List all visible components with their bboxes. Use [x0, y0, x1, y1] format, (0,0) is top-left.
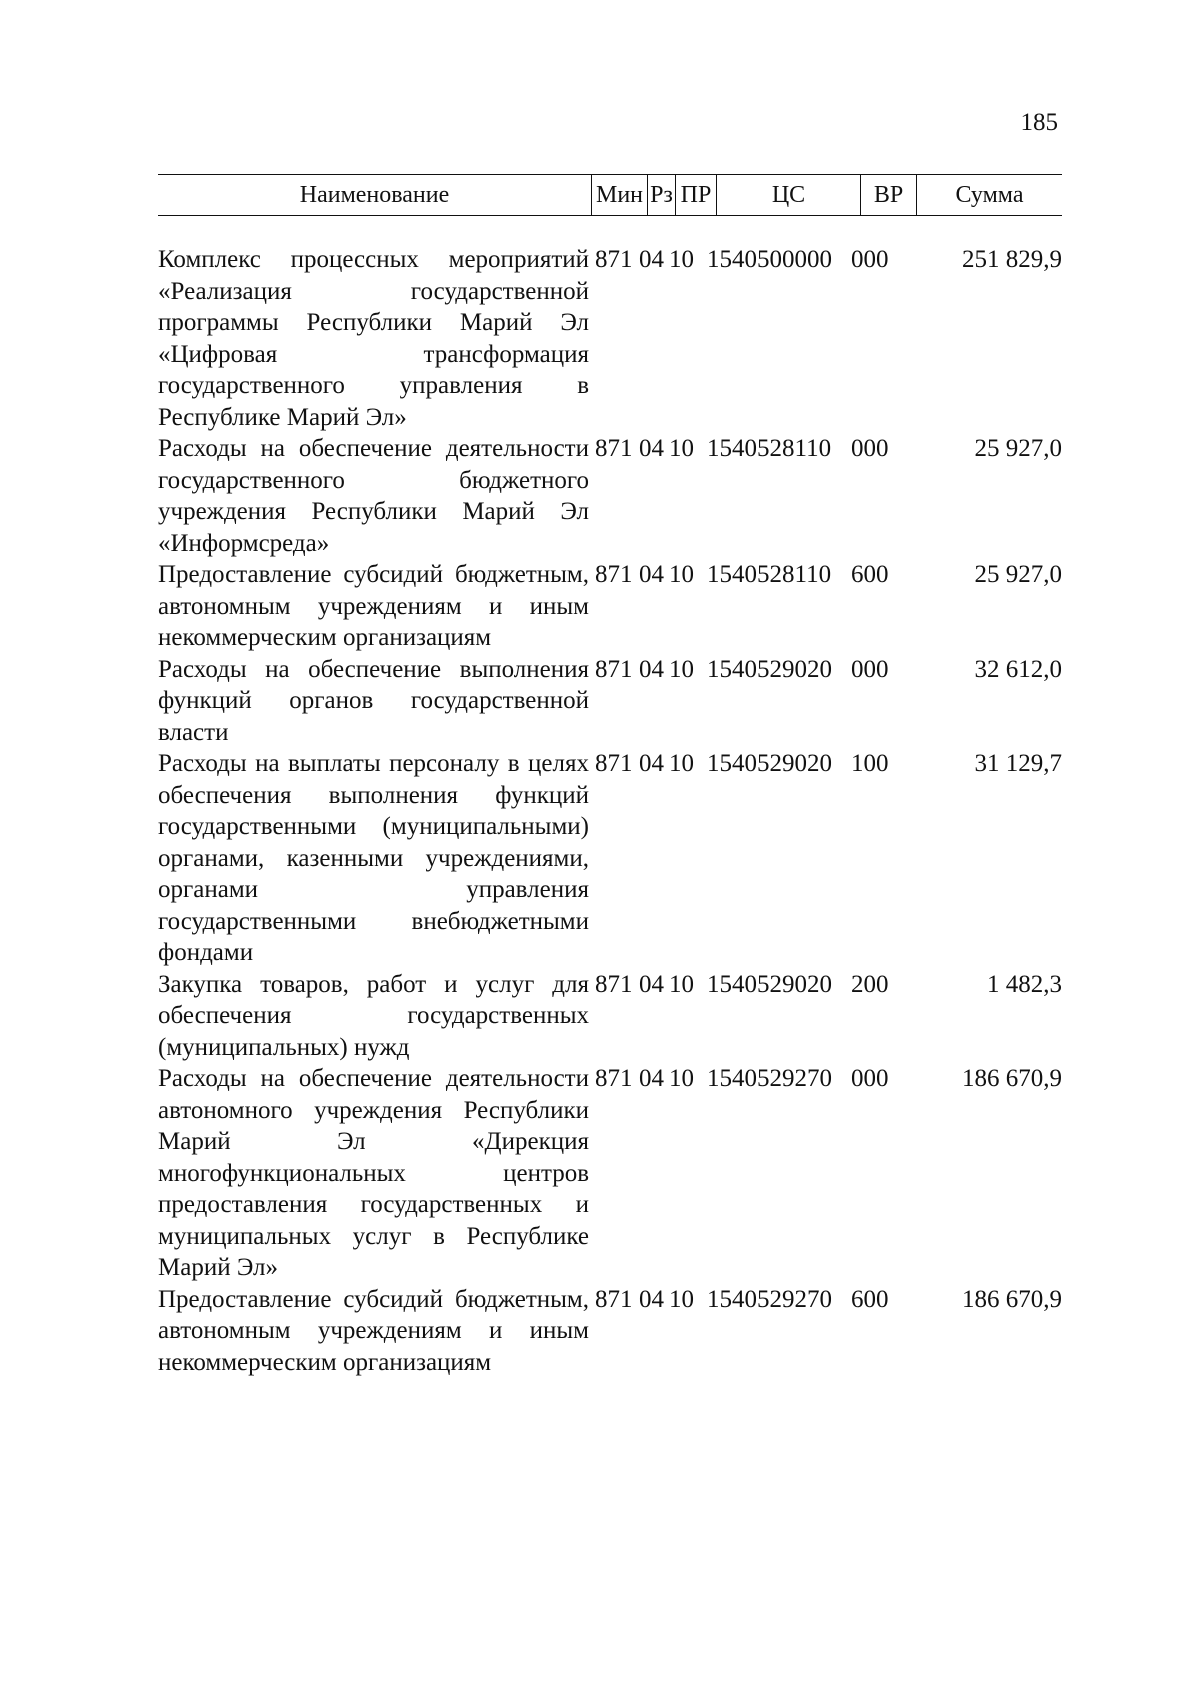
row-min: 871 [595, 970, 633, 998]
row-sum: 186 670,9 [962, 1285, 1062, 1313]
row-rz: 04 [639, 246, 664, 273]
row-name: Расходы на выплаты персоналу в целях обеспечения выполнения функций государственными (муниципальными) органами, казенными учреждениями, органами управления государственными внебюджетными фондами [158, 750, 589, 966]
table-row [158, 244, 1062, 433]
row-cs: 1540529270 [707, 1065, 832, 1092]
row-codes [591, 1284, 1062, 1379]
table-row [158, 654, 1062, 749]
row-name: Комплекс процессных мероприятий «Реализация государственной программы Республики Марий Эл «Цифровая трансформация государственного управления в Республике Марий Эл» [158, 246, 589, 431]
row-cs: 1540529020 [707, 750, 832, 777]
row-codes [591, 244, 1062, 433]
row-rz: 04 [639, 561, 664, 588]
row-pr: 10 [669, 246, 694, 273]
budget-table [158, 174, 1062, 1378]
row-min: 871 [595, 655, 633, 683]
header-min: Мин [591, 175, 647, 215]
row-name: Расходы на обеспечение выполнения функций органов государственной власти [158, 655, 589, 746]
row-codes [591, 969, 1062, 1064]
row-vr: 600 [851, 561, 889, 588]
row-codes [591, 1063, 1062, 1284]
row-min: 871 [595, 750, 633, 777]
table-header [158, 174, 1062, 216]
row-rz: 04 [639, 1065, 664, 1092]
row-rz: 04 [639, 655, 664, 683]
row-cs: 1540529020 [707, 655, 832, 683]
row-vr: 000 [851, 655, 889, 683]
row-pr: 10 [669, 1065, 694, 1092]
header-rz: Рз [647, 175, 675, 215]
table-row [158, 1284, 1062, 1379]
row-codes [591, 748, 1062, 969]
row-cs: 1540529020 [707, 970, 832, 998]
row-pr: 10 [669, 435, 694, 462]
table-row [158, 1063, 1062, 1284]
row-rz: 04 [639, 970, 664, 998]
row-sum: 32 612,0 [974, 655, 1062, 683]
page-number: 185 [1020, 109, 1058, 136]
row-min: 871 [595, 561, 633, 588]
row-vr: 000 [851, 435, 889, 462]
row-pr: 10 [669, 970, 694, 998]
row-codes [591, 654, 1062, 749]
row-min: 871 [595, 1285, 633, 1313]
table-row [158, 969, 1062, 1064]
row-cs: 1540528110 [707, 561, 832, 588]
row-pr: 10 [669, 750, 694, 777]
row-rz: 04 [639, 1285, 664, 1313]
row-min: 871 [595, 1065, 633, 1092]
row-sum: 25 927,0 [974, 435, 1062, 462]
row-sum: 1 482,3 [987, 970, 1062, 998]
row-sum: 186 670,9 [962, 1065, 1062, 1092]
table-body [158, 244, 1062, 1378]
row-pr: 10 [669, 655, 694, 683]
header-cs: ЦС [716, 175, 860, 215]
row-vr: 200 [851, 970, 889, 998]
row-min: 871 [595, 435, 633, 462]
header-name: Наименование [299, 181, 450, 208]
row-name: Предоставление субсидий бюджетным, автономным учреждениям и иным некоммерческим организациям [158, 561, 589, 651]
row-sum: 25 927,0 [974, 561, 1062, 588]
row-vr: 600 [851, 1285, 889, 1313]
row-codes [591, 433, 1062, 559]
row-sum: 251 829,9 [962, 246, 1062, 273]
row-name: Закупка товаров, работ и услуг для обеспечения государственных (муниципальных) нужд [158, 970, 589, 1061]
row-cs: 1540500000 [707, 246, 832, 273]
row-name: Предоставление субсидий бюджетным, автономным учреждениям и иным некоммерческим организациям [158, 1285, 589, 1376]
row-sum: 31 129,7 [974, 750, 1062, 777]
table-row [158, 748, 1062, 969]
row-codes [591, 559, 1062, 654]
row-vr: 000 [851, 246, 889, 273]
row-pr: 10 [669, 1285, 694, 1313]
header-vr: ВР [860, 175, 916, 215]
row-name: Расходы на обеспечение деятельности автономного учреждения Республики Марий Эл «Дирекция многофункциональных центров предоставления государственных и муниципальных услуг в Республике Марий Эл» [158, 1065, 589, 1281]
row-pr: 10 [669, 561, 694, 588]
table-row [158, 433, 1062, 559]
row-min: 871 [595, 246, 633, 273]
header-sum: Сумма [916, 175, 1062, 215]
row-cs: 1540528110 [707, 435, 832, 462]
table-row [158, 559, 1062, 654]
row-vr: 100 [851, 750, 889, 777]
row-cs: 1540529270 [707, 1285, 832, 1313]
row-rz: 04 [639, 435, 664, 462]
header-pr: ПР [675, 175, 716, 215]
row-vr: 000 [851, 1065, 889, 1092]
row-rz: 04 [639, 750, 664, 777]
row-name: Расходы на обеспечение деятельности государственного бюджетного учреждения Республики Марий Эл «Информсреда» [158, 435, 589, 557]
